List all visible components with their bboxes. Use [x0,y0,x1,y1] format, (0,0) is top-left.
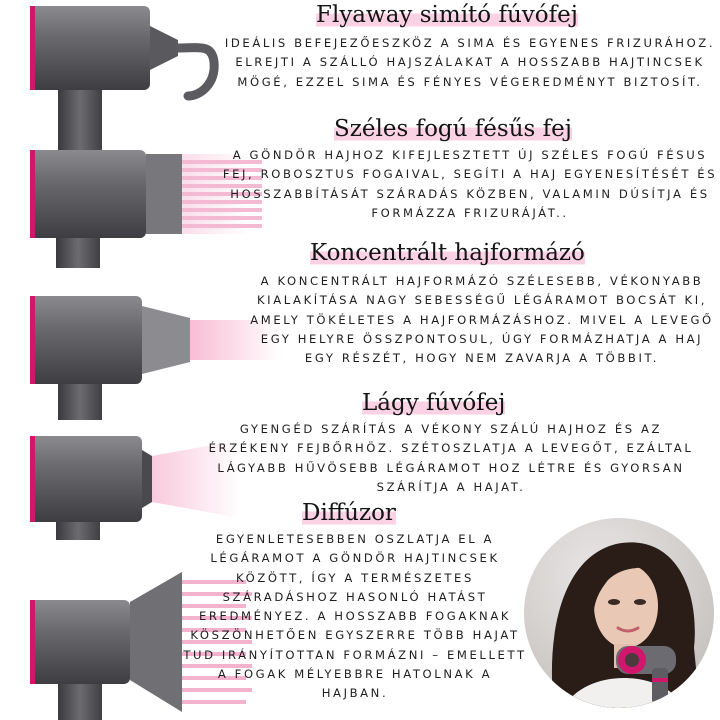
section-desc-concentrator: A KONCENTRÁLT HAJFORMÁZÓ SZÉLESEBB, VÉKONYABB KIALAKÍTÁSA NAGY SEBESSÉGŰ LÉGÁRAMOT BOCSÁT KI, AMELY TÖKÉLETES A HAJFORMÁZÁSHOZ. MIVEL A LEVEGŐ EGY HELYRE ÖSSZPONTOSUL, ÚGY FORMÁZHATJA A HAJ EGY RÉSZÉT, HOGY NEM ZAVARJA A TÖBBIT. [250,274,714,366]
section-title-concentrator-text: Koncentrált hajformázó [310,240,585,266]
section-title-gentle-text: Lágy fúvófej [362,390,506,416]
section-desc-flyaway: IDEÁLIS BEFEJEZŐESZKÖZ A SIMA ÉS EGYENES FRIZURÁHOZ. ELREJTI A SZÁLLÓ HAJSZÁLAKAT A HOSSZABB HAJTINCSEK MÖGÉ, EZZEL SIMA ÉS FÉNYES VÉGEREDMÉNYT BIZTOSÍT. [224,36,716,89]
section-title-diffuser-text: Diffúzor [302,500,396,526]
section-title-concentrator [306,240,589,266]
dryer-flyaway-illustration [0,0,260,150]
section-title-wide-comb-text: Széles fogú fésűs fej [334,116,572,142]
section-title-diffuser [298,500,400,526]
section-title-flyaway [312,2,582,28]
section-title-wide-comb [330,116,576,142]
section-desc-diffuser: EGYENLETESEBBEN OSZLATJA EL A LÉGÁRAMOT A GÖNDÖR HAJTINCSEK KÖZÖTT, ÍGY A TERMÉSZETES SZÁRADÁSHOZ HASONLÓ HATÁST EREDMÉNYEZ. A HOSSZABB FOGAKNAK KÖSZÖNHETŐEN EGYSZERRE TÖBB HAJAT TUD IRÁNYÍTOTTAN FORMÁZNI – EMELLETT A FOGAK MÉLYEBBRE HATOLNAK A HAJBAN. [183,532,527,701]
section-title-gentle [358,390,509,416]
model-photo-illustration [524,518,714,708]
section-desc-gentle: GYENGÉD SZÁRÍTÁS A VÉKONY SZÁLÚ HAJHOZ ÉS AZ ÉRZÉKENY FEJBŐRHÖZ. SZÉTOSZLATJA A LEVEGŐT, EZÁLTAL LÁGYABB HŰVÖSEBB LÉGÁRAMOT HOZ LÉTRE ÉS GYORSAN SZÁRÍTJA A HAJAT. [208,422,694,494]
section-title-flyaway-text: Flyaway simító fúvófej [316,2,578,28]
section-desc-wide-comb: A GÖNDÖR HAJHOZ KIFEJLESZTETT ÚJ SZÉLES FOGÚ FÉSUS FEJ, ROBOSZTUS FOGAIVAL, SEGÍTI A HAJ EGYENESÍTÉSÉT ÉS HOSSZABBÍTÁSÁT SZÁRADÁS KÖZBEN, VALAMIN DÚSÍTJA ÉS FORMÁZZA FRIZURÁJÁT.. [222,148,718,220]
model-photo [524,518,714,708]
